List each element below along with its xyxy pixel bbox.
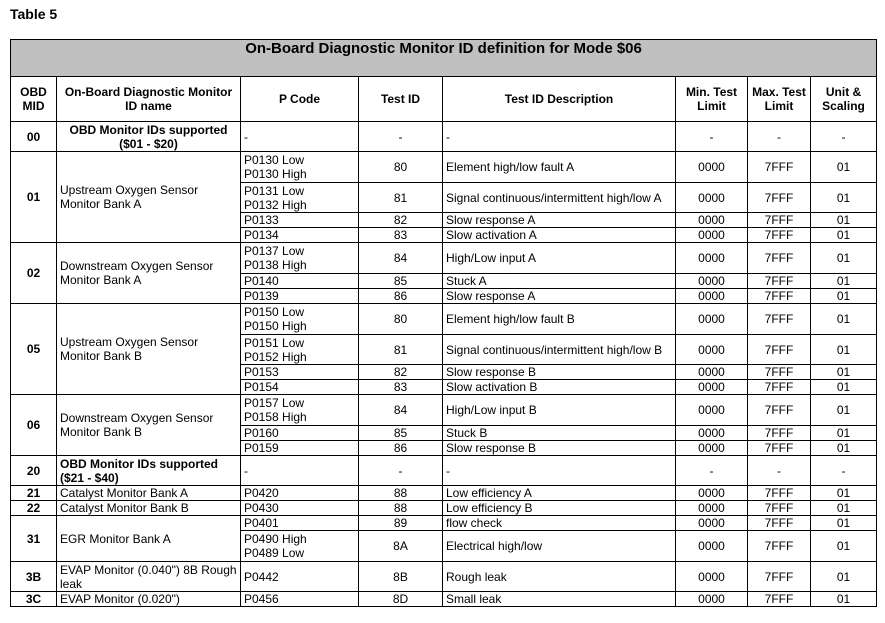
max-limit-cell: 7FFF <box>748 274 811 289</box>
max-limit-cell: 7FFF <box>748 395 811 426</box>
unit-scaling-cell: - <box>811 122 877 152</box>
p-code-cell: P0137 Low P0138 High <box>241 243 359 274</box>
max-limit-cell: 7FFF <box>748 183 811 213</box>
test-id-cell: 8B <box>359 562 443 592</box>
monitor-name-cell: Upstream Oxygen Sensor Monitor Bank B <box>57 304 241 395</box>
min-limit-cell: 0000 <box>676 243 748 274</box>
unit-scaling-cell: 01 <box>811 441 877 456</box>
test-description-cell: High/Low input B <box>443 395 676 426</box>
table-row <box>11 592 877 607</box>
max-limit-cell: 7FFF <box>748 486 811 501</box>
test-id-cell: 88 <box>359 486 443 501</box>
unit-scaling-cell: 01 <box>811 531 877 562</box>
min-limit-cell: 0000 <box>676 426 748 441</box>
max-limit-cell: 7FFF <box>748 243 811 274</box>
test-id-cell: 86 <box>359 441 443 456</box>
p-code-cell: P0430 <box>241 501 359 516</box>
max-limit-cell: 7FFF <box>748 289 811 304</box>
min-limit-cell: 0000 <box>676 365 748 380</box>
min-limit-cell: - <box>676 122 748 152</box>
unit-scaling-cell: 01 <box>811 516 877 531</box>
p-code-cell: P0160 <box>241 426 359 441</box>
test-id-cell: 80 <box>359 152 443 183</box>
max-limit-cell: 7FFF <box>748 213 811 228</box>
obd-mid-cell: 05 <box>11 304 57 395</box>
monitor-name-cell: OBD Monitor IDs supported ($21 - $40) <box>57 456 241 486</box>
test-id-cell: 8A <box>359 531 443 562</box>
test-id-cell: 89 <box>359 516 443 531</box>
min-limit-cell: 0000 <box>676 274 748 289</box>
monitor-name-cell: Catalyst Monitor Bank B <box>57 501 241 516</box>
table-header-row <box>11 77 877 122</box>
min-limit-cell: 0000 <box>676 562 748 592</box>
test-id-cell: 85 <box>359 426 443 441</box>
test-description-cell: Rough leak <box>443 562 676 592</box>
monitor-name-cell: EVAP Monitor (0.040") 8B Rough leak <box>57 562 241 592</box>
min-limit-cell: 0000 <box>676 183 748 213</box>
test-description-cell: High/Low input A <box>443 243 676 274</box>
min-limit-cell: 0000 <box>676 516 748 531</box>
test-description-cell: Slow response A <box>443 213 676 228</box>
test-id-cell: - <box>359 456 443 486</box>
unit-scaling-cell: 01 <box>811 426 877 441</box>
unit-scaling-cell: 01 <box>811 243 877 274</box>
p-code-cell: P0134 <box>241 228 359 243</box>
p-code-cell: P0153 <box>241 365 359 380</box>
monitor-name-cell: OBD Monitor IDs supported ($01 - $20) <box>57 122 241 152</box>
p-code-cell: P0151 Low P0152 High <box>241 335 359 365</box>
p-code-cell: P0401 <box>241 516 359 531</box>
table-row <box>11 486 877 501</box>
max-limit-cell: - <box>748 122 811 152</box>
unit-scaling-cell: 01 <box>811 365 877 380</box>
table-row <box>11 122 877 152</box>
test-id-cell: 88 <box>359 501 443 516</box>
p-code-cell: P0442 <box>241 562 359 592</box>
max-limit-cell: 7FFF <box>748 562 811 592</box>
p-code-cell: - <box>241 456 359 486</box>
unit-scaling-cell: 01 <box>811 152 877 183</box>
table-row <box>11 501 877 516</box>
min-limit-cell: 0000 <box>676 213 748 228</box>
test-description-cell: - <box>443 456 676 486</box>
test-id-cell: 85 <box>359 274 443 289</box>
test-id-cell: 82 <box>359 365 443 380</box>
obd-mid-cell: 3C <box>11 592 57 607</box>
test-id-cell: 81 <box>359 183 443 213</box>
test-description-cell: Element high/low fault A <box>443 152 676 183</box>
p-code-cell: P0140 <box>241 274 359 289</box>
test-description-cell: Electrical high/low <box>443 531 676 562</box>
test-id-cell: 84 <box>359 395 443 426</box>
max-limit-cell: 7FFF <box>748 304 811 335</box>
unit-scaling-cell: 01 <box>811 289 877 304</box>
test-id-cell: 83 <box>359 228 443 243</box>
min-limit-cell: 0000 <box>676 501 748 516</box>
min-limit-cell: 0000 <box>676 335 748 365</box>
max-limit-cell: 7FFF <box>748 228 811 243</box>
unit-scaling-cell: 01 <box>811 501 877 516</box>
p-code-cell: P0420 <box>241 486 359 501</box>
max-limit-cell: 7FFF <box>748 501 811 516</box>
unit-scaling-cell: 01 <box>811 592 877 607</box>
unit-scaling-cell: 01 <box>811 395 877 426</box>
min-limit-cell: 0000 <box>676 228 748 243</box>
min-limit-cell: 0000 <box>676 441 748 456</box>
monitor-name-cell: Downstream Oxygen Sensor Monitor Bank B <box>57 395 241 456</box>
test-id-cell: 84 <box>359 243 443 274</box>
min-limit-cell: 0000 <box>676 592 748 607</box>
header-p-code: P Code <box>241 77 359 122</box>
table-row <box>11 152 877 183</box>
test-id-cell: 80 <box>359 304 443 335</box>
max-limit-cell: 7FFF <box>748 592 811 607</box>
unit-scaling-cell: 01 <box>811 228 877 243</box>
max-limit-cell: 7FFF <box>748 426 811 441</box>
obd-mid-cell: 01 <box>11 152 57 243</box>
test-description-cell: Low efficiency A <box>443 486 676 501</box>
unit-scaling-cell: 01 <box>811 335 877 365</box>
header-max-limit: Max. Test Limit <box>748 77 811 122</box>
max-limit-cell: 7FFF <box>748 531 811 562</box>
unit-scaling-cell: 01 <box>811 562 877 592</box>
max-limit-cell: 7FFF <box>748 335 811 365</box>
unit-scaling-cell: - <box>811 456 877 486</box>
monitor-name-cell: Catalyst Monitor Bank A <box>57 486 241 501</box>
p-code-cell: P0150 Low P0150 High <box>241 304 359 335</box>
min-limit-cell: 0000 <box>676 380 748 395</box>
test-description-cell: Slow activation A <box>443 228 676 243</box>
obd-mid-cell: 31 <box>11 516 57 562</box>
test-description-cell: Slow activation B <box>443 380 676 395</box>
min-limit-cell: 0000 <box>676 531 748 562</box>
unit-scaling-cell: 01 <box>811 380 877 395</box>
obd-mid-cell: 3B <box>11 562 57 592</box>
max-limit-cell: 7FFF <box>748 516 811 531</box>
unit-scaling-cell: 01 <box>811 274 877 289</box>
table-row <box>11 395 877 426</box>
header-test-id: Test ID <box>359 77 443 122</box>
header-obd-mid: OBD MID <box>11 77 57 122</box>
table-caption: On-Board Diagnostic Monitor ID definition for Mode $06 <box>11 40 877 77</box>
test-description-cell: Low efficiency B <box>443 501 676 516</box>
test-description-cell: Stuck A <box>443 274 676 289</box>
monitor-name-cell: Downstream Oxygen Sensor Monitor Bank A <box>57 243 241 304</box>
test-id-cell: 81 <box>359 335 443 365</box>
test-id-cell: 86 <box>359 289 443 304</box>
test-description-cell: Stuck B <box>443 426 676 441</box>
min-limit-cell: 0000 <box>676 152 748 183</box>
test-id-cell: - <box>359 122 443 152</box>
p-code-cell: P0130 Low P0130 High <box>241 152 359 183</box>
test-id-cell: 8D <box>359 592 443 607</box>
test-description-cell: Slow response B <box>443 365 676 380</box>
max-limit-cell: 7FFF <box>748 441 811 456</box>
document-title: Table 5 <box>10 6 58 22</box>
table-row <box>11 243 877 274</box>
header-unit-scaling: Unit & Scaling <box>811 77 877 122</box>
table-row <box>11 516 877 531</box>
min-limit-cell: - <box>676 456 748 486</box>
min-limit-cell: 0000 <box>676 289 748 304</box>
p-code-cell: P0131 Low P0132 High <box>241 183 359 213</box>
test-description-cell: flow check <box>443 516 676 531</box>
table-row <box>11 304 877 335</box>
header-min-limit: Min. Test Limit <box>676 77 748 122</box>
min-limit-cell: 0000 <box>676 304 748 335</box>
unit-scaling-cell: 01 <box>811 486 877 501</box>
p-code-cell: P0159 <box>241 441 359 456</box>
test-description-cell: Element high/low fault B <box>443 304 676 335</box>
header-test-description: Test ID Description <box>443 77 676 122</box>
header-monitor-name: On-Board Diagnostic Monitor ID name <box>57 77 241 122</box>
p-code-cell: P0139 <box>241 289 359 304</box>
table-row <box>11 562 877 592</box>
table-row <box>11 456 877 486</box>
obd-mid-cell: 22 <box>11 501 57 516</box>
obd-monitor-table <box>10 39 877 607</box>
p-code-cell: P0490 High P0489 Low <box>241 531 359 562</box>
max-limit-cell: 7FFF <box>748 380 811 395</box>
p-code-cell: P0154 <box>241 380 359 395</box>
test-description-cell: - <box>443 122 676 152</box>
obd-mid-cell: 00 <box>11 122 57 152</box>
test-description-cell: Signal continuous/intermittent high/low A <box>443 183 676 213</box>
test-description-cell: Small leak <box>443 592 676 607</box>
unit-scaling-cell: 01 <box>811 304 877 335</box>
unit-scaling-cell: 01 <box>811 213 877 228</box>
max-limit-cell: 7FFF <box>748 365 811 380</box>
test-id-cell: 83 <box>359 380 443 395</box>
max-limit-cell: - <box>748 456 811 486</box>
test-description-cell: Slow response B <box>443 441 676 456</box>
min-limit-cell: 0000 <box>676 395 748 426</box>
test-description-cell: Signal continuous/intermittent high/low B <box>443 335 676 365</box>
p-code-cell: P0456 <box>241 592 359 607</box>
obd-mid-cell: 20 <box>11 456 57 486</box>
obd-mid-cell: 02 <box>11 243 57 304</box>
monitor-name-cell: Upstream Oxygen Sensor Monitor Bank A <box>57 152 241 243</box>
test-id-cell: 82 <box>359 213 443 228</box>
p-code-cell: - <box>241 122 359 152</box>
monitor-name-cell: EGR Monitor Bank A <box>57 516 241 562</box>
monitor-name-cell: EVAP Monitor (0.020") <box>57 592 241 607</box>
obd-mid-cell: 21 <box>11 486 57 501</box>
max-limit-cell: 7FFF <box>748 152 811 183</box>
obd-mid-cell: 06 <box>11 395 57 456</box>
p-code-cell: P0157 Low P0158 High <box>241 395 359 426</box>
p-code-cell: P0133 <box>241 213 359 228</box>
min-limit-cell: 0000 <box>676 486 748 501</box>
unit-scaling-cell: 01 <box>811 183 877 213</box>
table-caption-row <box>11 40 877 77</box>
test-description-cell: Slow response A <box>443 289 676 304</box>
